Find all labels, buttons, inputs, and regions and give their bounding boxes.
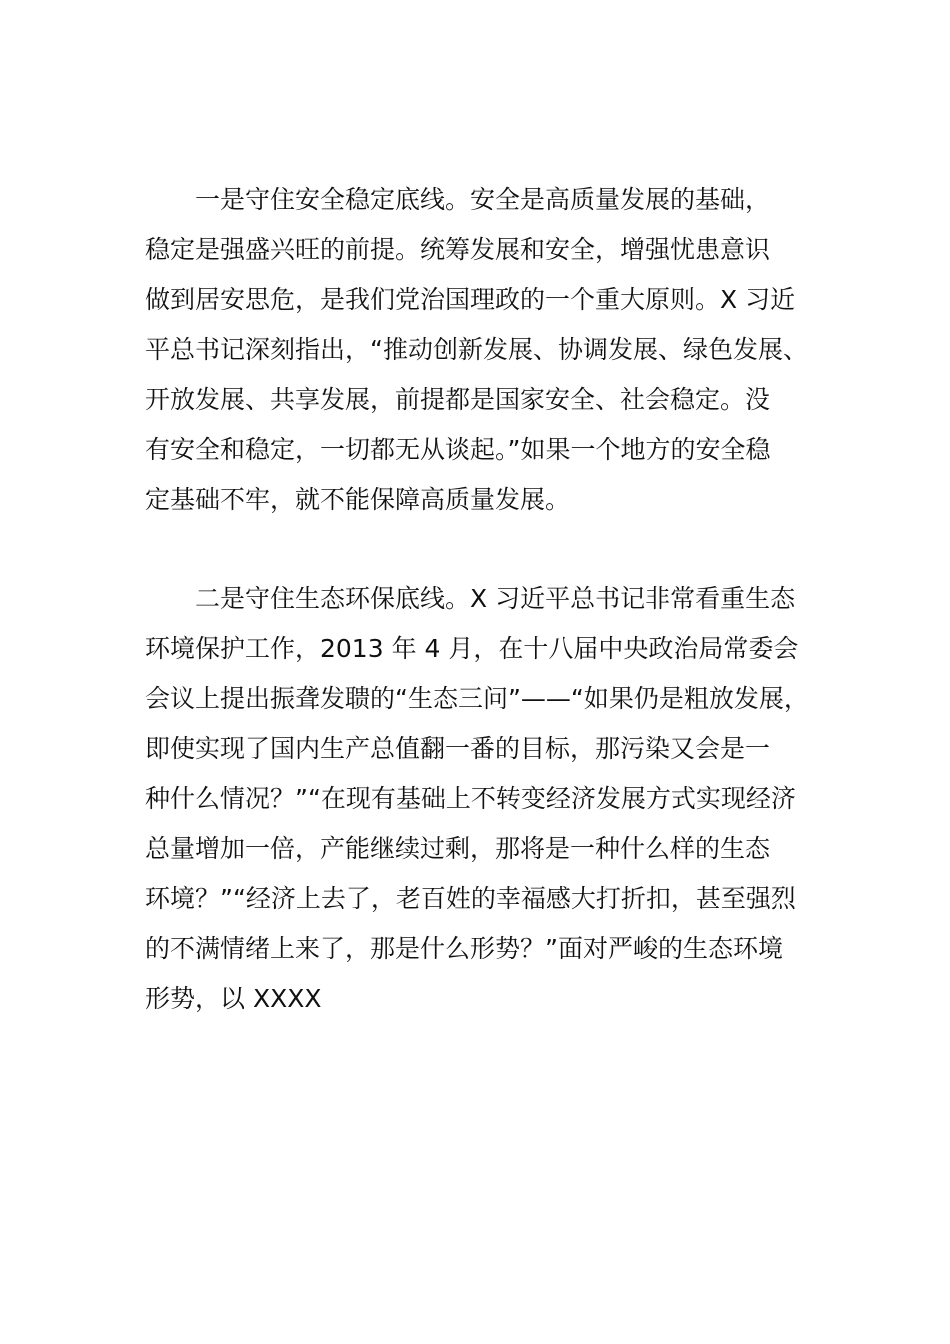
paragraph-line: 一是守住安全稳定底线。安全是高质量发展的基础， (145, 185, 771, 214)
paragraph-ecology-environment (145, 574, 845, 1024)
paragraph-line: 形势，以 XXXX (145, 984, 322, 1013)
paragraph-line: 环境？”“经济上去了，老百姓的幸福感大打折扣，甚至强烈 (145, 884, 796, 913)
paragraph-line: 总量增加一倍，产能继续过剩，那将是一种什么样的生态 (145, 834, 771, 863)
paragraph-line: 种什么情况？”“在现有基础上不转变经济发展方式实现经济 (145, 784, 796, 813)
paragraph-line: 会议上提出振聋发聩的“生态三问”——“如果仍是粗放发展， (145, 684, 809, 713)
paragraph-line: 稳定是强盛兴旺的前提。统筹发展和安全，增强忧患意识 (145, 235, 771, 264)
paragraph-line: 平总书记深刻指出，“推动创新发展、协调发展、绿色发展、 (145, 335, 808, 364)
paragraph-line: 二是守住生态环保底线。X 习近平总书记非常看重生态 (145, 584, 796, 613)
paragraph-line: 开放发展、共享发展，前提都是国家安全、社会稳定。没 (145, 385, 771, 414)
paragraph-line: 环境保护工作，2013 年 4 月，在十八届中央政治局常委会 (145, 634, 799, 663)
paragraph-security-stability (145, 175, 845, 525)
paragraph-line: 定基础不牢，就不能保障高质量发展。 (145, 485, 571, 514)
paragraph-line: 做到居安思危，是我们党治国理政的一个重大原则。X 习近 (145, 285, 796, 314)
paragraph-line: 即使实现了国内生产总值翻一番的目标，那污染又会是一 (145, 734, 771, 763)
paragraph-line: 的不满情绪上来了，那是什么形势？”面对严峻的生态环境 (145, 934, 783, 963)
paragraph-line: 有安全和稳定，一切都无从谈起。”如果一个地方的安全稳 (145, 435, 771, 464)
